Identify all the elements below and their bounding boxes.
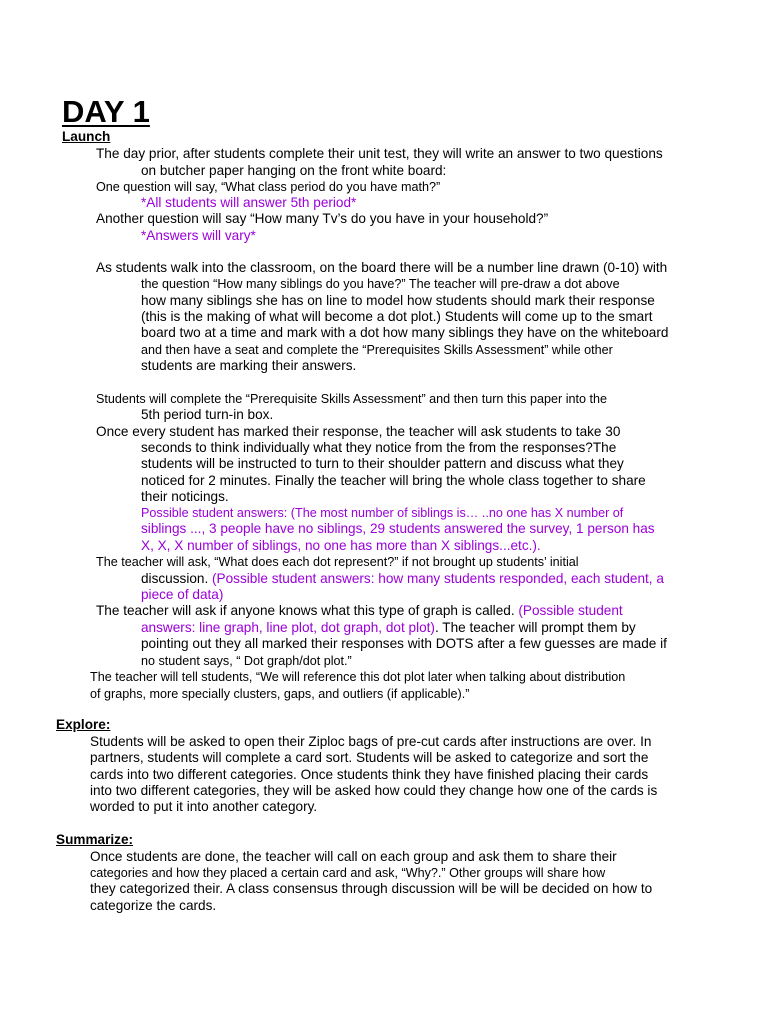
possible-answers-inline: (Possible student answers: how many students responded, each student, a xyxy=(212,571,664,586)
question-two-answer: *Answers will vary* xyxy=(141,228,256,243)
possible-answers-line: Possible student answers: (The most number of siblings is… ..no one has X number of xyxy=(141,506,624,520)
launch-paragraph-line: no student says, “ Dot graph/dot plot.” xyxy=(141,654,352,668)
launch-paragraph-line xyxy=(96,603,623,619)
possible-answers-inline: answers: line graph, line plot, dot graph, dot plot) xyxy=(141,620,435,635)
launch-paragraph-line: their noticings. xyxy=(141,489,229,504)
launch-paragraph-line: Once every student has marked their response, the teacher will ask students to take 30 xyxy=(96,424,621,439)
launch-paragraph-line xyxy=(141,620,636,636)
question-one: One question will say, “What class period do you have math?” xyxy=(96,180,441,194)
question-two: Another question will say “How many Tv’s do you have in your household?” xyxy=(96,211,549,226)
possible-answers-line: X, X, X number of siblings, no one has more than X siblings...etc.). xyxy=(141,538,541,553)
summarize-paragraph-line: categorize the cards. xyxy=(90,898,217,913)
launch-paragraph-line: Students will complete the “Prerequisite Skills Assessment” and then turn this paper into the xyxy=(96,392,608,406)
launch-paragraph-line: how many siblings she has on line to model how students should mark their response xyxy=(141,293,655,308)
launch-paragraph-line: The day prior, after students complete their unit test, they will write an answer to two questions xyxy=(96,146,663,161)
question-one-answer: *All students will answer 5th period* xyxy=(141,195,357,210)
page-title: DAY 1 xyxy=(62,94,150,129)
explore-paragraph-line: Students will be asked to open their Ziploc bags of pre-cut cards after instructions are over. In xyxy=(90,734,652,749)
explore-heading: Explore: xyxy=(56,717,111,732)
launch-paragraph-line: on butcher paper hanging on the front white board: xyxy=(141,163,447,178)
discussion-text: discussion. xyxy=(141,571,213,586)
graph-question-text: The teacher will ask if anyone knows what this type of graph is called. xyxy=(96,603,519,618)
launch-paragraph-line: As students walk into the classroom, on the board there will be a number line drawn (0-10) with xyxy=(96,260,668,275)
launch-paragraph-line xyxy=(141,571,664,587)
summarize-paragraph-line: Once students are done, the teacher will call on each group and ask them to share their xyxy=(90,849,617,864)
possible-answers-line: siblings ..., 3 people have no siblings, 29 students answered the survey, 1 person has xyxy=(141,521,655,536)
explore-paragraph-line: cards into two different categories. Once students think they have finished placing their cards xyxy=(90,767,649,782)
explore-paragraph-line: into two different categories, they will be asked how could they change how one of the cards is xyxy=(90,783,658,798)
summarize-heading: Summarize: xyxy=(56,832,134,847)
prompt-text: . The teacher will prompt them by xyxy=(434,620,636,635)
launch-heading: Launch xyxy=(62,129,111,144)
launch-paragraph-line: of graphs, more specially clusters, gaps, and outliers (if applicable).” xyxy=(90,687,470,701)
launch-paragraph-line: and then have a seat and complete the “Prerequisites Skills Assessment” while other xyxy=(141,343,613,357)
launch-paragraph-line: students are marking their answers. xyxy=(141,358,357,373)
explore-paragraph-line: worded to put it into another category. xyxy=(90,799,318,814)
summarize-paragraph-line: they categorized their. A class consensus through discussion will be will be decided on how to xyxy=(90,881,653,896)
launch-paragraph-line: pointing out they all marked their responses with DOTS after a few guesses are made if xyxy=(141,636,667,651)
possible-answers-line: piece of data) xyxy=(141,587,224,602)
possible-answers-inline: (Possible student xyxy=(518,603,623,618)
launch-paragraph-line: noticed for 2 minutes. Finally the teacher will bring the whole class together to share xyxy=(141,473,646,488)
summarize-paragraph-line: categories and how they placed a certain card and ask, “Why?.” Other groups will share how xyxy=(90,866,606,880)
launch-paragraph-line: board two at a time and mark with a dot how many siblings they have on the whiteboard xyxy=(141,325,669,340)
launch-paragraph-line: students will be instructed to turn to their shoulder pattern and discuss what they xyxy=(141,456,624,471)
launch-paragraph-line: The teacher will ask, “What does each dot represent?” if not brought up students’ initial xyxy=(96,555,579,569)
launch-paragraph-line: 5th period turn-in box. xyxy=(141,407,274,422)
explore-paragraph-line: partners, students will complete a card sort. Students will be asked to categorize and sort the xyxy=(90,750,649,765)
launch-paragraph-line: the question “How many siblings do you have?” The teacher will pre-draw a dot above xyxy=(141,277,620,291)
launch-paragraph-line: (this is the making of what will become a dot plot.) Students will come up to the smart xyxy=(141,309,653,324)
launch-paragraph-line: seconds to think individually what they notice from the from the responses?The xyxy=(141,440,617,455)
launch-paragraph-line: The teacher will tell students, “We will reference this dot plot later when talking about distribution xyxy=(90,670,626,684)
